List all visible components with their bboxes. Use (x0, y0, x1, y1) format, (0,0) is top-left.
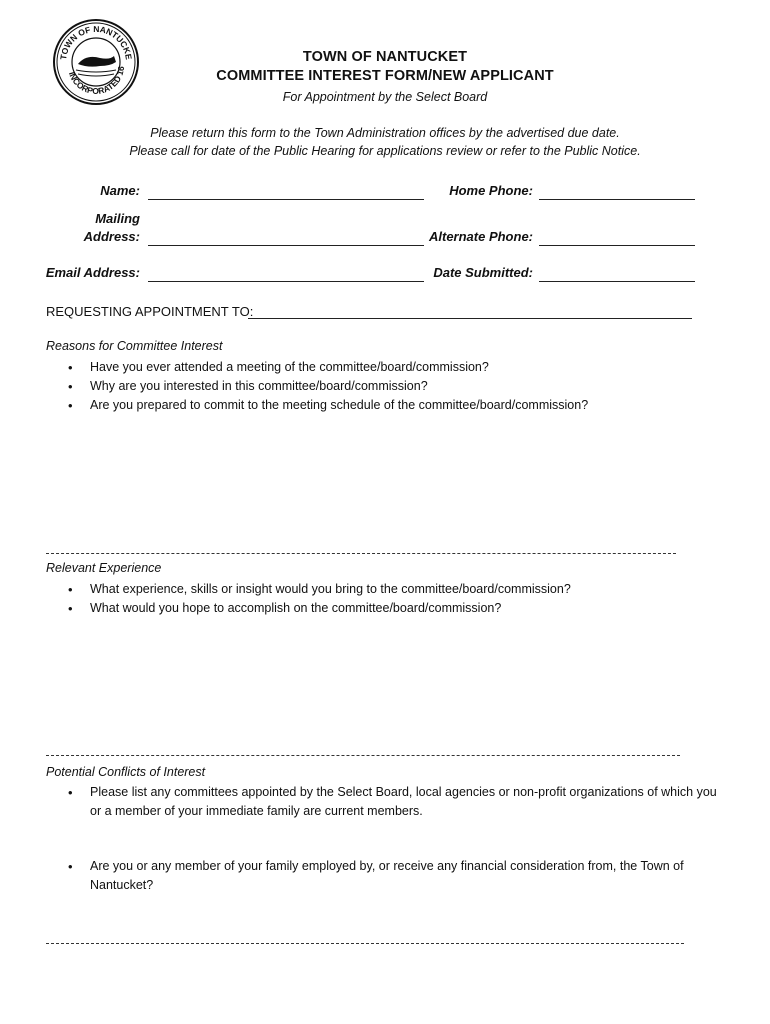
reasons-answer-area[interactable] (46, 416, 676, 550)
town-seal (52, 18, 140, 106)
section-divider (46, 553, 676, 554)
form-title-line2: COMMITTEE INTEREST FORM/NEW APPLICANT (216, 68, 554, 84)
reasons-heading: Reasons for Committee Interest (46, 339, 223, 353)
bullet-icon: • (68, 785, 73, 800)
experience-answer-area[interactable] (46, 620, 680, 750)
name-label: Name: (100, 183, 140, 198)
date-submitted-label: Date Submitted: (433, 265, 533, 280)
mailing-address-field[interactable] (148, 245, 424, 246)
section-divider (46, 755, 680, 756)
list-item-text: Please list any committees appointed by the Select Board, local agencies or non-profit organizations of which you or a member of your immediate family are current members. (90, 785, 717, 818)
list-item (68, 599, 718, 618)
requesting-appointment-label: REQUESTING APPOINTMENT TO: (46, 304, 254, 319)
bullet-icon: • (68, 601, 73, 616)
requesting-appointment-field[interactable] (248, 318, 692, 319)
experience-heading: Relevant Experience (46, 561, 162, 575)
name-field[interactable] (148, 199, 424, 200)
list-item (68, 396, 718, 415)
list-item-text: What experience, skills or insight would you bring to the committee/board/commission? (90, 582, 571, 596)
bullet-icon: • (68, 379, 73, 394)
conflicts-committees-answer-area[interactable] (90, 826, 690, 854)
date-submitted-field[interactable] (539, 281, 695, 282)
list-item (68, 857, 728, 897)
instruction-line-1: Please return this form to the Town Administration offices by the advertised due date. (150, 126, 620, 140)
address-label: Address: (83, 229, 140, 244)
alternate-phone-field[interactable] (539, 245, 695, 246)
list-item-text: Why are you interested in this committee/board/commission? (90, 379, 428, 393)
svg-text:INCORPORATED 1671: INCORPORATED 16 (66, 65, 127, 97)
bullet-icon: • (68, 398, 73, 413)
alternate-phone-label: Alternate Phone: (428, 229, 533, 244)
home-phone-label: Home Phone: (449, 183, 533, 198)
form-subtitle: For Appointment by the Select Board (282, 90, 488, 104)
list-item-text: Are you or any member of your family employed by, or receive any financial consideration from, the Town of Nantucket? (90, 859, 684, 892)
home-phone-field[interactable] (539, 199, 695, 200)
conflicts-employment-answer-area[interactable] (90, 898, 690, 938)
email-field[interactable] (148, 281, 424, 282)
list-item (68, 358, 718, 377)
mailing-label: Mailing (95, 211, 140, 226)
conflicts-heading: Potential Conflicts of Interest (46, 765, 206, 779)
bullet-icon: • (68, 859, 73, 874)
list-item-text: What would you hope to accomplish on the committee/board/commission? (90, 601, 502, 615)
form-title-line1: TOWN OF NANTUCKET (302, 49, 468, 65)
list-item (68, 580, 718, 599)
seal-graphic (52, 18, 140, 106)
list-item (68, 377, 718, 396)
bullet-icon: • (68, 360, 73, 375)
list-item-text: Have you ever attended a meeting of the committee/board/commission? (90, 360, 489, 374)
list-item (68, 783, 728, 823)
svg-text:TOWN OF NANTUCKET MASS.: TOWN OF NANTUCKE (58, 23, 134, 61)
instruction-line-2: Please call for date of the Public Hearing for applications review or refer to the Public Notice. (129, 144, 641, 158)
list-item-text: Are you prepared to commit to the meeting schedule of the committee/board/commission? (90, 398, 589, 412)
section-divider (46, 943, 684, 944)
email-label: Email Address: (45, 265, 140, 280)
bullet-icon: • (68, 582, 73, 597)
